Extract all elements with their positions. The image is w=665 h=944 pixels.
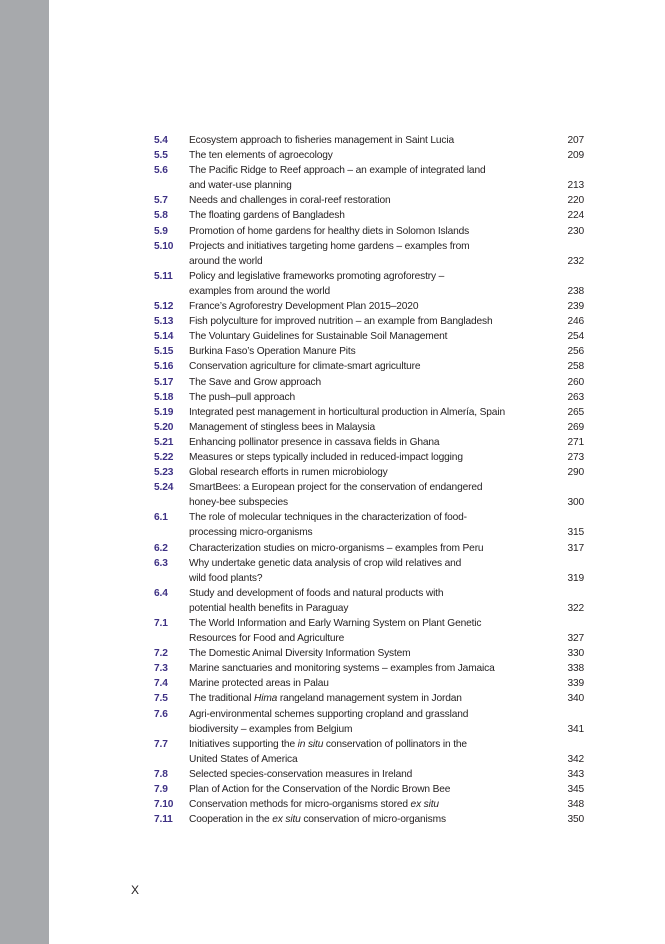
toc-entry-title-line: Policy and legislative frameworks promoting agroforestry – (189, 270, 445, 282)
toc-entry-number: 7.8 (154, 768, 168, 780)
toc-entry-title (189, 661, 584, 676)
page-margin-bar (0, 0, 49, 944)
toc-entry-page-number: 300 (567, 497, 584, 509)
toc-entry[interactable] (154, 208, 584, 223)
toc-entry-title-line: Conservation agriculture for climate-smart agriculture (189, 361, 421, 373)
toc-entry-title-line: Resources for Food and Agriculture (189, 633, 345, 645)
toc-entry-title-line: Projects and initiatives targeting home gardens – examples from (189, 240, 470, 252)
toc-entry-number: 5.8 (154, 210, 168, 222)
toc-entry-number: 6.3 (154, 557, 168, 569)
toc-entry-page-number: 327 (567, 633, 584, 645)
toc-entry-title-line: Plan of Action for the Conservation of the Nordic Brown Bee (189, 784, 451, 796)
toc-entry-title-line: The role of molecular techniques in the characterization of food- (189, 512, 467, 524)
toc-entry-number: 5.11 (154, 270, 173, 282)
toc-entry[interactable] (154, 646, 584, 661)
toc-entry-number: 6.2 (154, 542, 168, 554)
toc-entry-title (189, 390, 584, 405)
toc-entry-title-line: Ecosystem approach to fisheries management in Saint Lucia (189, 135, 454, 146)
toc-entry-number: 5.13 (154, 316, 174, 328)
toc-entry-number: 7.7 (154, 738, 168, 750)
toc-entry[interactable] (154, 616, 584, 646)
toc-entry[interactable] (154, 707, 584, 737)
toc-entry-title-line: Why undertake genetic data analysis of crop wild relatives and (189, 557, 462, 569)
toc-entry-title (189, 465, 584, 480)
toc-entry-page-number: 271 (567, 436, 584, 448)
toc-entry-page-number: 342 (567, 753, 584, 765)
toc-entry-number: 7.5 (154, 693, 168, 705)
toc-entry-number: 7.6 (154, 708, 168, 720)
toc-entry-title (189, 163, 584, 193)
toc-entry-title-line: The Save and Grow approach (189, 376, 322, 388)
toc-entry-number: 5.16 (154, 361, 174, 373)
toc-entry-number: 5.21 (154, 436, 174, 448)
toc-entry-page-number: 338 (567, 663, 584, 675)
toc-entry-page-number: 348 (567, 799, 584, 811)
toc-entry-title-line: Marine protected areas in Palau (189, 678, 329, 690)
toc-entry-number: 7.4 (154, 678, 168, 690)
toc-entry-number: 5.6 (154, 165, 168, 177)
toc-entry-title-line: and water-use planning (189, 180, 292, 192)
toc-entry-title-line: biodiversity – examples from Belgium (189, 723, 353, 735)
toc-entry-title (189, 344, 584, 359)
toc-entry-title-line: SmartBees: a European project for the conservation of endangered (189, 482, 483, 494)
toc-entry[interactable] (154, 435, 584, 450)
toc-entry-title (189, 133, 584, 148)
toc-entry-page-number: 207 (567, 135, 584, 146)
toc-entry-page-number: 239 (567, 301, 584, 313)
toc-entry-title (189, 480, 584, 510)
toc-entry-page-number: 258 (567, 361, 584, 373)
toc-entry-page-number: 322 (567, 602, 584, 614)
toc-entry-title (189, 299, 584, 314)
toc-entry-title-line: The floating gardens of Bangladesh (189, 210, 345, 222)
toc-entry-number: 5.20 (154, 421, 174, 433)
toc-entry-title-line: United States of America (189, 753, 298, 765)
toc-entry-number: 7.1 (154, 618, 168, 629)
toc-entry-title (189, 541, 584, 556)
toc-entry-title-line: Study and development of foods and natural products with (189, 587, 444, 599)
toc-entry-page-number: 246 (567, 316, 584, 328)
toc-entry-title (189, 450, 584, 465)
toc-entry-title (189, 420, 584, 435)
page-folio: X (131, 883, 140, 897)
toc-entry-title-line: The push–pull approach (189, 391, 296, 403)
toc-entry[interactable] (154, 375, 584, 390)
toc-entry-page-number: 232 (567, 255, 584, 267)
toc-entry-title (189, 239, 584, 269)
toc-entry-title (189, 556, 584, 586)
toc-entry[interactable] (154, 420, 584, 435)
toc-entry[interactable] (154, 676, 584, 691)
toc-entry-number: 5.14 (154, 331, 174, 343)
toc-entry-page-number: 260 (567, 376, 584, 388)
toc-entry[interactable] (154, 163, 584, 193)
toc-entry[interactable] (154, 344, 584, 359)
toc-entry-title-line: Agri-environmental schemes supporting cropland and grassland (189, 708, 469, 720)
toc-entry-title (189, 329, 584, 344)
toc-entry-title-line: The ten elements of agroecology (189, 150, 333, 162)
toc-entry-page-number: 254 (567, 331, 584, 343)
toc-entry-page-number: 350 (567, 814, 584, 826)
toc-entry[interactable] (154, 329, 584, 344)
toc-entry[interactable] (154, 390, 584, 405)
toc-entry-page-number: 224 (567, 210, 584, 222)
toc-entry-page-number: 209 (567, 150, 584, 162)
toc-entry-page-number: 343 (567, 768, 584, 780)
toc-entry-page-number: 263 (567, 391, 584, 403)
toc-entry[interactable] (154, 465, 584, 480)
toc-entry-number: 5.9 (154, 225, 168, 237)
toc-entry-page-number: 345 (567, 784, 584, 796)
toc-entry-title-line: Characterization studies on micro-organisms – examples from Peru (189, 542, 484, 554)
toc-entry[interactable] (154, 359, 584, 374)
toc-entry[interactable] (154, 797, 584, 812)
toc-entry-page-number: 319 (567, 572, 584, 584)
toc-entry[interactable] (154, 480, 584, 510)
toc-entry-title-line: Cooperation in the ex situ conservation of micro-organisms (189, 814, 446, 826)
toc-entry-title-line: Fish polyculture for improved nutrition – an example from Bangladesh (189, 316, 493, 328)
toc-entry[interactable] (154, 450, 584, 465)
toc-entry[interactable] (154, 405, 584, 420)
toc-entry-title-line: around the world (189, 255, 263, 267)
toc-entry-page-number: 230 (567, 225, 584, 237)
toc-entry-title (189, 314, 584, 329)
toc-entry-title (189, 782, 584, 797)
toc-entry-page-number: 220 (567, 195, 584, 207)
toc-entry-title-line: Management of stingless bees in Malaysia (189, 421, 375, 433)
toc-entry-number: 6.4 (154, 587, 168, 599)
toc-entry-title (189, 691, 584, 706)
toc-entry-title-line: Initiatives supporting the in situ conservation of pollinators in the (189, 738, 467, 750)
toc-entry-page-number: 256 (567, 346, 584, 358)
toc-entry-number: 5.17 (154, 376, 174, 388)
toc-entry-title (189, 797, 584, 812)
toc-entry-title-line: Needs and challenges in coral-reef restoration (189, 195, 391, 207)
toc-entry-title (189, 812, 584, 827)
toc-entry[interactable] (154, 510, 584, 540)
toc-entry-title (189, 375, 584, 390)
toc-entry-title-line: Burkina Faso’s Operation Manure Pits (189, 346, 356, 358)
toc-entry-number: 5.18 (154, 391, 174, 403)
toc-entry-number: 7.11 (154, 814, 173, 826)
toc-entry[interactable] (154, 541, 584, 556)
toc-entry-page-number: 269 (567, 421, 584, 433)
toc-entry-number: 5.15 (154, 346, 174, 358)
toc-entry-page-number: 265 (567, 406, 584, 418)
toc-entry-page-number: 273 (567, 451, 584, 463)
toc-entry-title (189, 616, 584, 646)
toc-entry-page-number: 213 (567, 180, 584, 192)
toc-entry-title (189, 586, 584, 616)
toc-entry-title (189, 208, 584, 223)
toc-entry-title-line: France’s Agroforestry Development Plan 2015–2020 (189, 301, 419, 313)
toc-entry[interactable] (154, 767, 584, 782)
toc-entry[interactable] (154, 314, 584, 329)
toc-entry-number: 5.22 (154, 451, 174, 463)
toc-entry-page-number: 315 (567, 527, 584, 539)
toc-entry-title (189, 193, 584, 208)
toc-entry-number: 5.5 (154, 150, 168, 162)
toc-entry-number: 5.24 (154, 482, 174, 494)
toc-entry-title-line: examples from around the world (189, 285, 331, 297)
toc-entry-title-line: Integrated pest management in horticultural production in Almería, Spain (189, 406, 505, 418)
toc-entry-title-line: honey-bee subspecies (189, 497, 288, 509)
toc-entry-title-line: wild food plants? (189, 572, 263, 584)
toc-entry-number: 7.3 (154, 663, 168, 675)
toc-entry-number: 6.1 (154, 512, 168, 524)
toc-entry-page-number: 238 (567, 285, 584, 297)
toc-entry-title-line: Marine sanctuaries and monitoring systems – examples from Jamaica (189, 663, 495, 675)
toc-entry-number: 5.23 (154, 467, 174, 479)
toc-entry-title-line: The Pacific Ridge to Reef approach – an example of integrated land (189, 165, 486, 177)
toc-entry[interactable] (154, 269, 584, 299)
toc-entry-page-number: 341 (567, 723, 584, 735)
toc-entry-number: 5.7 (154, 195, 168, 207)
toc-entry-title-line: Selected species-conservation measures in Ireland (189, 768, 413, 780)
toc-entry-page-number: 340 (567, 693, 584, 705)
toc-entry-title (189, 737, 584, 767)
toc-entry-title-line: Promotion of home gardens for healthy diets in Solomon Islands (189, 225, 470, 237)
toc-entry-title-line: Enhancing pollinator presence in cassava fields in Ghana (189, 436, 440, 448)
toc-entry-title-line: The traditional Hima rangeland management system in Jordan (189, 693, 462, 705)
toc-entry-title (189, 224, 584, 239)
toc-entry[interactable] (154, 812, 584, 827)
toc-entry[interactable] (154, 299, 584, 314)
toc-entry-title (189, 269, 584, 299)
toc-entry-title (189, 359, 584, 374)
toc-entry[interactable] (154, 193, 584, 208)
toc-entry-number: 5.12 (154, 301, 174, 313)
toc-entry[interactable] (154, 133, 584, 148)
toc-entry-page-number: 317 (567, 542, 584, 554)
toc-entry-title (189, 646, 584, 661)
toc-entry-title (189, 148, 584, 163)
toc-entry-title-line: Global research efforts in rumen microbiology (189, 467, 388, 479)
toc-entry-number: 5.10 (154, 240, 174, 252)
toc-entry-title (189, 676, 584, 691)
toc-entry[interactable] (154, 224, 584, 239)
toc-entry-title (189, 405, 584, 420)
toc-entry-number: 5.19 (154, 406, 174, 418)
toc-entry[interactable] (154, 148, 584, 163)
toc-entry-title-line: Conservation methods for micro-organisms stored ex situ (189, 799, 439, 811)
toc-entry[interactable] (154, 661, 584, 676)
toc-entry-number: 7.10 (154, 799, 174, 811)
toc-entry[interactable] (154, 586, 584, 616)
table-of-contents (154, 133, 584, 827)
toc-entry-title (189, 767, 584, 782)
toc-entry-page-number: 290 (567, 467, 584, 479)
toc-entry-number: 5.4 (154, 135, 168, 146)
toc-entry[interactable] (154, 239, 584, 269)
toc-entry[interactable] (154, 691, 584, 706)
toc-entry[interactable] (154, 556, 584, 586)
toc-entry[interactable] (154, 737, 584, 767)
toc-entry-number: 7.9 (154, 784, 168, 796)
toc-entry-title (189, 510, 584, 540)
toc-entry-title (189, 435, 584, 450)
toc-entry-title-line: processing micro-organisms (189, 527, 313, 539)
toc-entry-page-number: 330 (567, 648, 584, 660)
toc-entry-title-line: Measures or steps typically included in reduced-impact logging (189, 451, 463, 463)
toc-entry-title-line: The World Information and Early Warning System on Plant Genetic (189, 618, 482, 629)
toc-entry-page-number: 339 (567, 678, 584, 690)
toc-entry-number: 7.2 (154, 648, 168, 660)
toc-entry-title (189, 707, 584, 737)
toc-entry-title-line: The Voluntary Guidelines for Sustainable Soil Management (189, 331, 448, 343)
toc-entry[interactable] (154, 782, 584, 797)
toc-entry-title-line: potential health benefits in Paraguay (189, 602, 349, 614)
toc-entry-title-line: The Domestic Animal Diversity Information System (189, 648, 411, 660)
